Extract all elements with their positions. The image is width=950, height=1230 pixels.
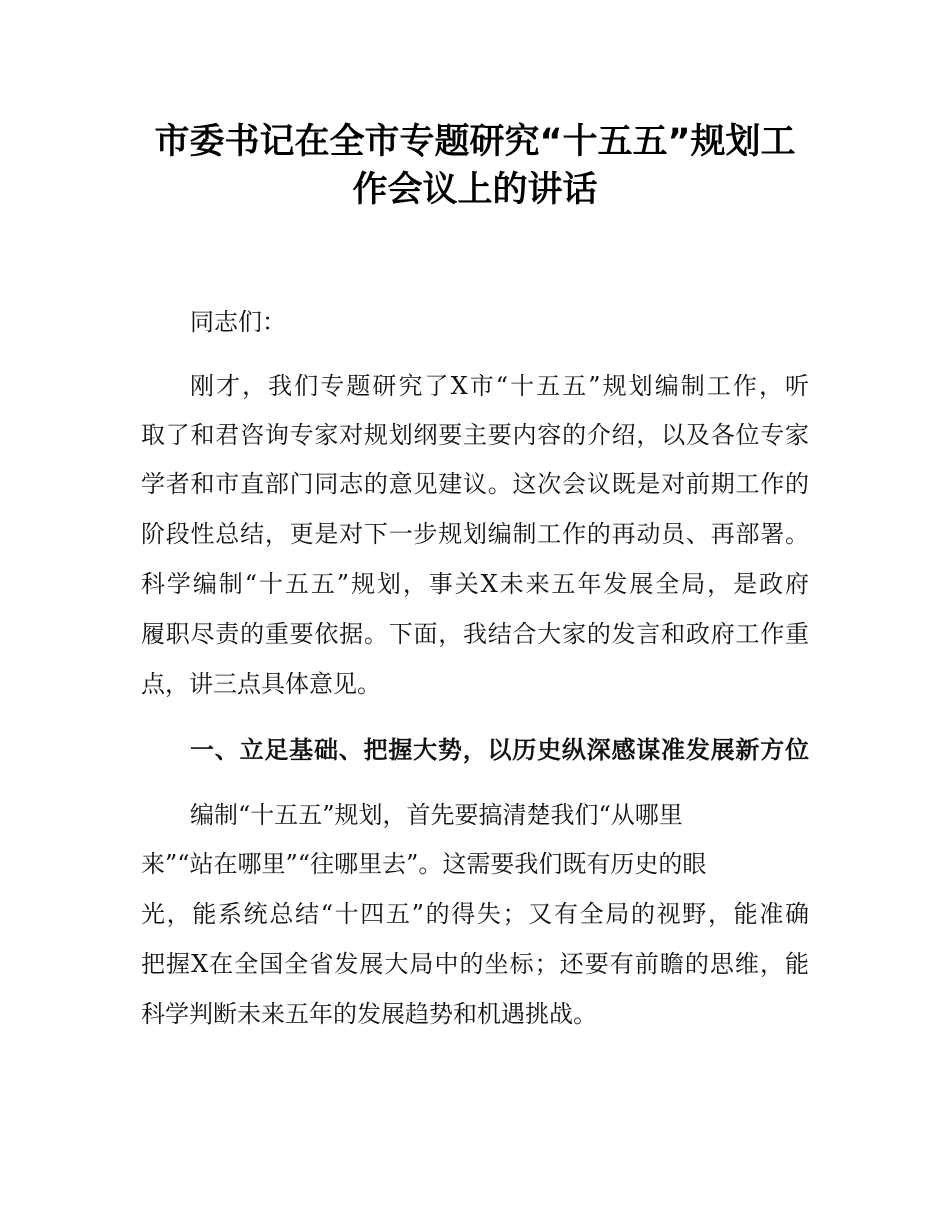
paragraph-2-line: 把握X在全国全省发展大局中的坐标；还要有前瞻的思维，能	[141, 950, 809, 978]
paragraph-1-line: 科学编制“十五五”规划，事关X未来五年发展全局，是政府	[141, 570, 809, 598]
document-title-line-1: 市委书记在全市专题研究“十五五”规划工	[154, 122, 796, 162]
paragraph-1-line: 履职尽责的重要依据。下面，我结合大家的发言和政府工作重	[141, 620, 809, 648]
document-title-line-2: 作会议上的讲话	[352, 170, 598, 210]
greeting: 同志们：	[190, 308, 286, 336]
paragraph-1-line: 取了和君咨询专家对规划纲要主要内容的介绍，以及各位专家	[141, 421, 809, 449]
paragraph-2-line: 来”“站在哪里”“往哪里去”。这需要我们既有历史的眼	[141, 850, 707, 878]
paragraph-1-line: 刚才，我们专题研究了X市“十五五”规划编制工作，听	[190, 372, 809, 400]
paragraph-2-line: 光，能系统总结“十四五”的得失；又有全局的视野，能准确	[141, 900, 809, 928]
paragraph-2-line: 编制“十五五”规划，首先要搞清楚我们“从哪里	[190, 801, 683, 829]
paragraph-1-line: 点，讲三点具体意见。	[141, 670, 381, 698]
paragraph-1-line: 学者和市直部门同志的意见建议。这次会议既是对前期工作的	[141, 470, 809, 498]
paragraph-2-line: 科学判断未来五年的发展趋势和机遇挑战。	[141, 1000, 597, 1028]
section-heading-1: 一、立足基础、把握大势，以历史纵深感谋准发展新方位	[190, 736, 809, 764]
paragraph-1-line: 阶段性总结，更是对下一步规划编制工作的再动员、再部署。	[141, 520, 809, 548]
